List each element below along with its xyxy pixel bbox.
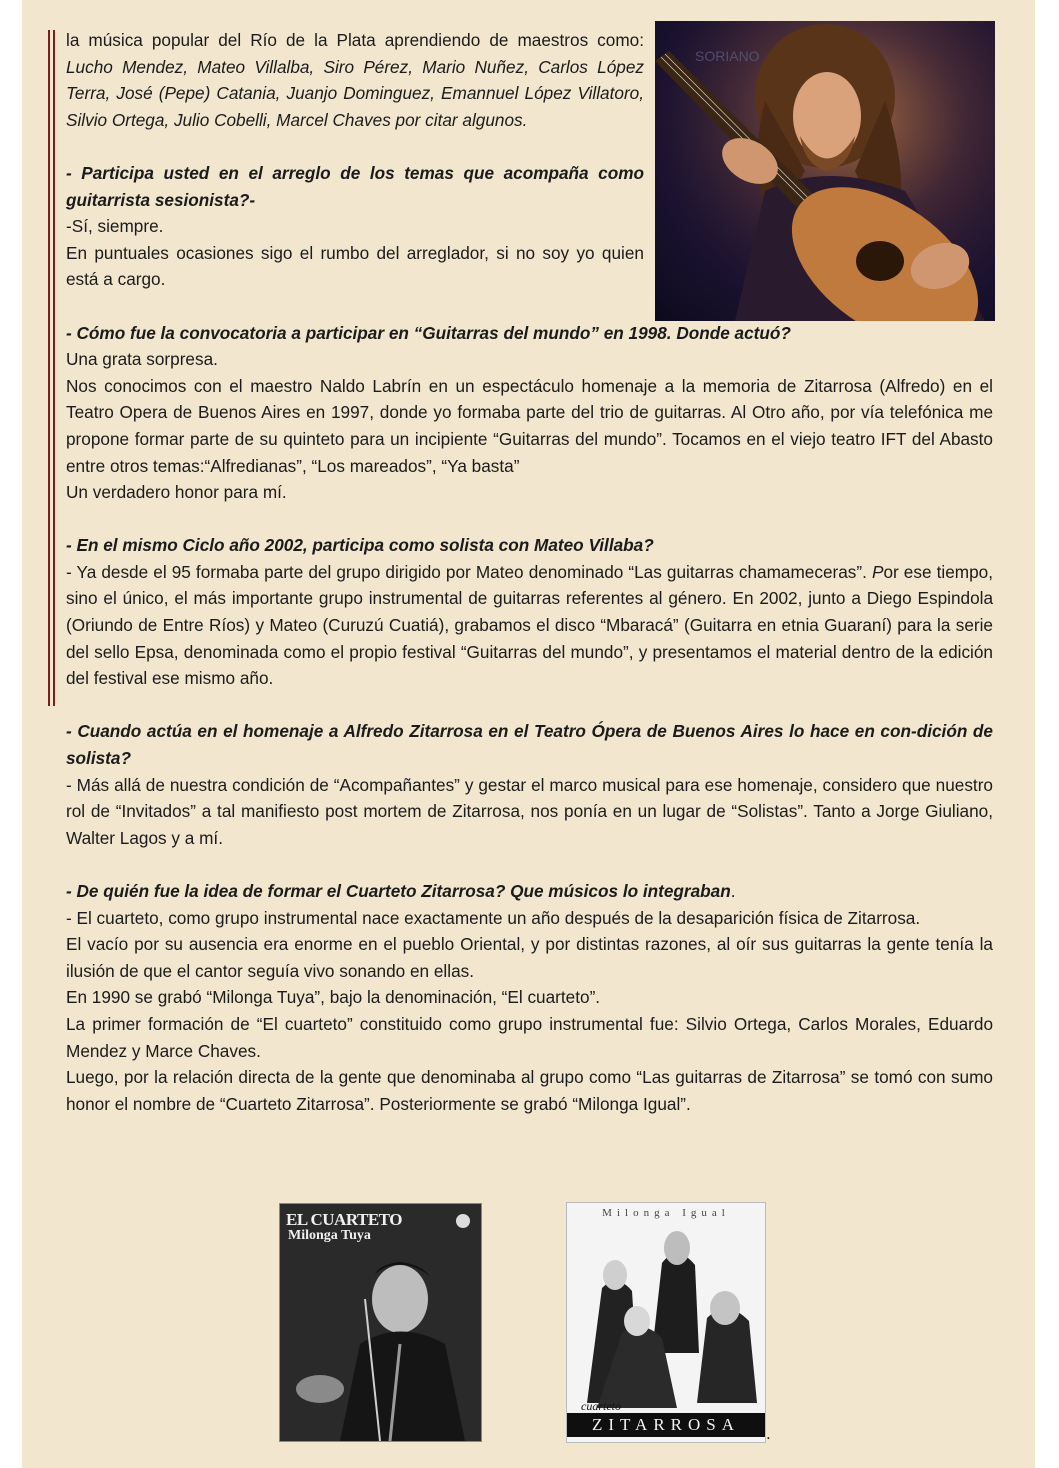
question-5 bbox=[66, 878, 993, 905]
answer-5-line-5: Luego, por la relación directa de la gente que denominaba al grupo como “Las guitarras de Zitarrosa” se tomó con sumo honor el nombre de “Cuarteto Zitarrosa”. Posteriormente se grabó “Milonga Igual”. bbox=[66, 1067, 993, 1114]
answer-3-text-a: - Ya desde el 95 formaba parte del grupo dirigido por Mateo denominado “Las guitarras chamameceras”. bbox=[66, 561, 872, 582]
cover-1-title: EL CUARTETO bbox=[286, 1210, 402, 1229]
cover-2-small-text: cuarteto bbox=[581, 1399, 621, 1413]
answer-4-paragraph: - Más allá de nuestra condición de “Acompañantes” y gestar el marco musical para ese homenaje, considero que nuestro rol de “Invitados” a tal manifiesto post mortem de Zitarrosa, nos ponía en un lugar de “Solistas”. Tanto a Jorge Giuliano, Walter Lagos y a mí. bbox=[66, 774, 993, 848]
answer-1-line-2: En puntuales ocasiones sigo el rumbo del arreglador, si no soy yo quien está a cargo. bbox=[66, 242, 644, 290]
trailing-period: . bbox=[766, 1424, 771, 1443]
question-5-period: . bbox=[730, 881, 736, 901]
answer-5-line-1: - El cuarteto, como grupo instrumental nace exactamente un año después de la desaparición física de Zitarrosa. bbox=[66, 907, 921, 928]
teachers-list: Lucho Mendez, Mateo Villalba, Siro Pérez, Mario Nuñez, Carlos López Terra, José (Pepe) Catania, Juanjo Dominguez, Emannuel López Villatoro, Silvio Ortega, Julio Cobelli, Marcel Chaves por citar algunos. bbox=[66, 56, 644, 130]
answer-2-line-3: Un verdadero honor para mí. bbox=[66, 482, 287, 503]
answer-1-line-1: -Sí, siempre. bbox=[66, 216, 164, 237]
answer-5-line-2: El vacío por su ausencia era enorme en el pueblo Oriental, y por distintas razones, al oír sus guitarras la gente tenía la ilusión de que el cantor seguía vivo sonando en ellas. bbox=[66, 934, 993, 981]
answer-3-paragraph bbox=[66, 559, 993, 692]
question-3: - En el mismo Ciclo año 2002, participa como solista con Mateo Villaba? bbox=[66, 535, 654, 556]
margin-rule bbox=[48, 30, 50, 706]
intro-paragraph bbox=[66, 27, 644, 133]
question-1: - Participa usted en el arreglo de los temas que acompaña como guitarrista sesionista?- bbox=[66, 162, 644, 210]
answer-2-line-1: Una grata sorpresa. bbox=[66, 349, 218, 370]
cover-2-title: Milonga Igual bbox=[602, 1207, 730, 1219]
cover-2-band-name: ZITARROSA bbox=[567, 1413, 765, 1437]
question-5-text: - De quién fue la idea de formar el Cuarteto Zitarrosa? Que músicos lo integraban bbox=[66, 881, 731, 901]
photo-sign-text: SORIANO bbox=[695, 48, 760, 64]
answer-2-paragraph: Nos conocimos con el maestro Naldo Labrín en un espectáculo homenaje a la memoria de Zitarrosa (Alfredo) en el Teatro Opera de Buenos Aires en 1997, donde yo formaba parte del trio de guitarras. Al Otro año, por vía telefónica me propone formar parte de su quinteto para un incipiente “Guitarras del mundo”. Tocamos en el viejo teatro IFT del Abasto entre otros temas:“Alfredianas”, “Los mareados”, “Ya basta” bbox=[66, 375, 993, 476]
margin-rule bbox=[53, 30, 55, 706]
article-body bbox=[66, 27, 993, 1117]
album-cover-milonga-igual bbox=[566, 1202, 766, 1443]
answer-5-line-3: En 1990 se grabó “Milonga Tuya”, bajo la denominación, “El cuarteto”. bbox=[66, 987, 601, 1008]
answer-5-line-4: La primer formación de “El cuarteto” constituido como grupo instrumental fue: Silvio Ortega, Carlos Morales, Eduardo Mendez y Marce Chaves. bbox=[66, 1013, 993, 1061]
answer-3-italic-p: P bbox=[871, 561, 884, 582]
album-cover-el-cuarteto bbox=[279, 1203, 482, 1442]
question-4: - Cuando actúa en el homenaje a Alfredo Zitarrosa en el Teatro Ópera de Buenos Aires lo hace en con-dición de solista? bbox=[66, 721, 993, 769]
question-2: - Cómo fue la convocatoria a participar en “Guitarras del mundo” en 1998. Donde actuó? bbox=[66, 322, 791, 343]
intro-text: la música popular del Río de la Plata aprendiendo de maestros como: bbox=[66, 30, 644, 50]
cover-1-subtitle: Milonga Tuya bbox=[288, 1228, 371, 1243]
answer-3-text-b: or ese tiempo, sino el único, el más importante grupo instrumental de guitarras referentes al género. En 2002, junto a Diego Espindola (Oriundo de Entre Ríos) y Mateo (Curuzú Cuatiá), grabamos el disco “Mbaracá” (Guitarra en etnia Guaraní) para la serie del sello Epsa, denominada como el propio festival “Guitarras del mundo”, y presentamos el material dentro de la edición del festival ese mismo año. bbox=[66, 561, 993, 689]
